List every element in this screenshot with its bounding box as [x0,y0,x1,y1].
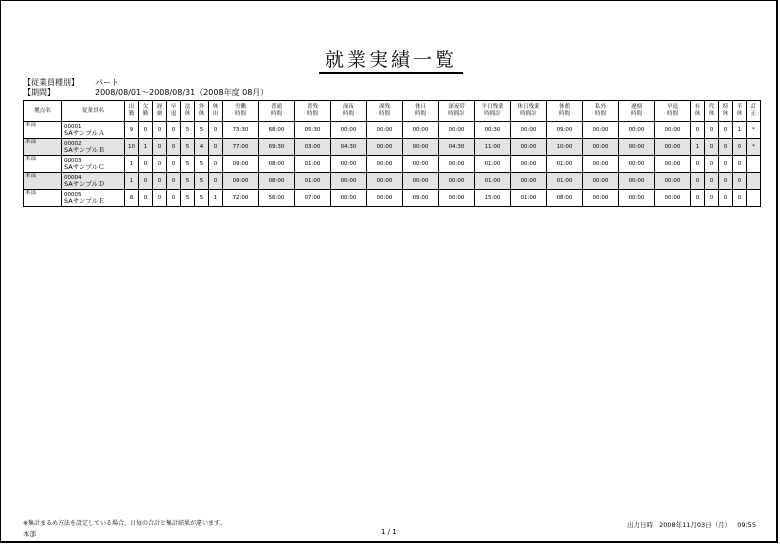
column-header: 外 休 [195,101,209,122]
column-header: 法 休 [181,101,195,122]
value-cell: 15:00 [475,190,511,207]
value-cell: 5 [181,122,195,139]
value-cell: 00:00 [583,173,619,190]
column-header: 普通 時間 [259,101,295,122]
value-cell: 04:30 [331,139,367,156]
employee-code: 00001 [64,124,82,130]
value-cell: 00:00 [403,139,439,156]
value-cell: 8 [125,190,139,207]
column-header: 半 休 [733,101,747,122]
value-cell: 0 [139,122,153,139]
value-cell: 1 [691,139,705,156]
column-header: 深残 時間 [367,101,403,122]
value-cell: 00:00 [583,122,619,139]
value-cell: 0 [153,173,167,190]
employee-code: 00004 [64,175,82,181]
value-cell: 07:00 [295,190,331,207]
value-cell: 5 [195,190,209,207]
employee-name: SAサンプルＥ [64,197,105,205]
value-cell: 10 [125,139,139,156]
employee-code: 00003 [64,158,82,164]
column-header: 有 休 [691,101,705,122]
page-number: 1 / 1 [381,528,397,536]
value-cell: 00:00 [367,173,403,190]
value-cell: 0 [167,173,181,190]
footer-branch: 本部 [23,530,36,538]
column-header: 平日残業 時間計 [475,101,511,122]
column-header: 休憩 時間 [547,101,583,122]
value-cell: 05:30 [295,122,331,139]
value-cell: 72:00 [223,190,259,207]
employee-cell [62,122,125,139]
employee-cell [62,139,125,156]
column-header: 特 休 [719,101,733,122]
value-cell: 1 [125,173,139,190]
value-cell: 0 [719,122,733,139]
column-header: 遅 刻 [153,101,167,122]
value-cell: 0 [705,139,719,156]
value-cell: 0 [153,139,167,156]
branch-cell: 本部 [24,190,62,207]
value-cell: 00:00 [439,190,475,207]
value-cell: 0 [209,156,223,173]
period-line [23,87,268,98]
period-value: 2008/08/01～2008/08/31（2008年度 08月） [95,88,269,97]
value-cell: 00:00 [403,122,439,139]
value-cell: 0 [691,173,705,190]
value-cell: 11:00 [475,139,511,156]
value-cell: 01:00 [547,156,583,173]
value-cell: 00:00 [619,173,655,190]
value-cell: 5 [181,156,195,173]
value-cell: 68:00 [259,122,295,139]
table-row [24,190,761,207]
value-cell: 0 [719,156,733,173]
value-cell: 09:00 [403,190,439,207]
value-cell: 56:00 [259,190,295,207]
column-header: 早 退 [167,101,181,122]
value-cell: 00:00 [367,139,403,156]
value-cell: 08:00 [259,156,295,173]
value-cell: 09:00 [223,173,259,190]
value-cell: 00:00 [655,139,691,156]
value-cell: 00:00 [619,190,655,207]
value-cell: 08:00 [547,190,583,207]
column-header: 欠 勤 [139,101,153,122]
branch-cell: 本部 [24,122,62,139]
value-cell: 0 [209,122,223,139]
value-cell: 00:00 [367,156,403,173]
printed-datetime [627,520,756,529]
employee-cell [62,173,125,190]
printed-time: 09:55 [737,521,756,529]
value-cell: 00:00 [655,173,691,190]
column-header: 代 休 [705,101,719,122]
value-cell: 0 [719,190,733,207]
value-cell: 00:00 [583,139,619,156]
column-header: 訂 正 [747,101,761,122]
value-cell: 00:00 [331,173,367,190]
value-cell: 0 [153,156,167,173]
branch-cell: 本部 [24,139,62,156]
report-title: 就業実績一覧 [319,49,463,74]
employee-name: SAサンプルＡ [64,129,105,137]
column-header: 深夜 時間 [331,101,367,122]
value-cell: 73:30 [223,122,259,139]
value-cell: 01:00 [475,156,511,173]
employee-name: SAサンプルＢ [64,146,105,154]
employee-type-value: パート [95,78,119,87]
table-body [24,122,761,207]
attendance-table [23,100,761,207]
value-cell: 5 [195,156,209,173]
value-cell: 0 [705,156,719,173]
value-cell: 03:00 [295,139,331,156]
value-cell: 1 [209,190,223,207]
value-cell: 00:00 [511,173,547,190]
value-cell [747,156,761,173]
value-cell: 0 [705,190,719,207]
value-cell: * [747,139,761,156]
value-cell: 00:00 [439,122,475,139]
value-cell: 00:00 [619,139,655,156]
value-cell [747,190,761,207]
value-cell: 5 [195,173,209,190]
value-cell: 00:00 [439,173,475,190]
printed-label: 出力日時 [627,521,653,529]
value-cell: * [747,122,761,139]
value-cell: 5 [181,173,195,190]
value-cell: 00:00 [619,122,655,139]
employee-code: 00002 [64,141,82,147]
value-cell: 0 [153,190,167,207]
value-cell: 0 [139,190,153,207]
value-cell: 01:00 [547,173,583,190]
value-cell: 0 [733,156,747,173]
value-cell: 0 [733,139,747,156]
value-cell: 0 [167,190,181,207]
value-cell: 00:00 [403,156,439,173]
value-cell: 5 [195,122,209,139]
value-cell: 00:00 [367,122,403,139]
period-label: 【期間】 [23,88,55,97]
value-cell: 1 [733,122,747,139]
employee-name: SAサンプルＤ [64,180,105,188]
column-header: 休日残業 時間計 [511,101,547,122]
value-cell: 04:30 [439,139,475,156]
value-cell [747,173,761,190]
value-cell: 0 [691,190,705,207]
column-header: 休日 時間 [403,101,439,122]
report-title-wrap [1,45,780,72]
value-cell: 0 [705,173,719,190]
value-cell: 00:00 [439,156,475,173]
value-cell: 01:00 [511,190,547,207]
column-header: 遅刻 時間 [619,101,655,122]
value-cell: 10:00 [547,139,583,156]
column-header: 深夜帯 時間計 [439,101,475,122]
value-cell: 00:00 [583,156,619,173]
value-cell: 00:00 [619,156,655,173]
value-cell: 00:00 [331,156,367,173]
column-header: 従業員名 [62,101,125,122]
value-cell: 01:00 [295,173,331,190]
employee-cell [62,156,125,173]
value-cell: 01:00 [475,173,511,190]
value-cell: 00:00 [331,122,367,139]
value-cell: 08:00 [259,173,295,190]
column-header: 拠点名 [24,101,62,122]
value-cell: 77:00 [223,139,259,156]
value-cell: 0 [691,122,705,139]
footnote: ※集計まるめ方法を設定している場合、日毎の合計と集計結果が違います。 [23,520,226,527]
value-cell: 1 [139,139,153,156]
column-header: 普残 時間 [295,101,331,122]
table-row [24,173,761,190]
value-cell: 01:00 [295,156,331,173]
value-cell: 0 [719,139,733,156]
value-cell: 0 [209,139,223,156]
value-cell: 00:00 [367,190,403,207]
column-header: 出 勤 [125,101,139,122]
table-header-row [24,101,761,122]
value-cell: 9 [125,122,139,139]
table-row [24,139,761,156]
branch-cell: 本部 [24,173,62,190]
value-cell: 09:00 [223,156,259,173]
value-cell: 0 [167,122,181,139]
column-header: 私外 時間 [583,101,619,122]
value-cell: 0 [167,139,181,156]
value-cell: 0 [209,173,223,190]
value-cell: 0 [139,173,153,190]
value-cell: 00:00 [331,190,367,207]
value-cell: 00:00 [511,139,547,156]
column-header: 労働 時間 [223,101,259,122]
value-cell: 00:00 [655,156,691,173]
value-cell: 0 [139,156,153,173]
value-cell: 0 [733,190,747,207]
value-cell: 0 [719,173,733,190]
employee-cell [62,190,125,207]
value-cell: 0 [153,122,167,139]
value-cell: 00:00 [511,156,547,173]
value-cell: 4 [195,139,209,156]
table-row [24,122,761,139]
value-cell: 00:00 [655,190,691,207]
value-cell: 00:00 [403,173,439,190]
value-cell: 0 [733,173,747,190]
employee-name: SAサンプルＣ [64,163,105,171]
value-cell: 5 [181,190,195,207]
table-row [24,156,761,173]
value-cell: 00:00 [583,190,619,207]
printed-date: 2008年11月03日（月） [659,521,732,529]
value-cell: 69:30 [259,139,295,156]
branch-cell: 本部 [24,156,62,173]
value-cell: 00:30 [475,122,511,139]
value-cell: 5 [181,139,195,156]
value-cell: 00:00 [511,122,547,139]
employee-code: 00005 [64,192,82,198]
employee-type-label: 【従業員種別】 [23,78,79,87]
value-cell: 0 [167,156,181,173]
value-cell: 1 [125,156,139,173]
value-cell: 00:00 [655,122,691,139]
value-cell: 0 [691,156,705,173]
value-cell: 0 [705,122,719,139]
column-header: 早退 時間 [655,101,691,122]
column-header: 休 出 [209,101,223,122]
value-cell: 09:00 [547,122,583,139]
